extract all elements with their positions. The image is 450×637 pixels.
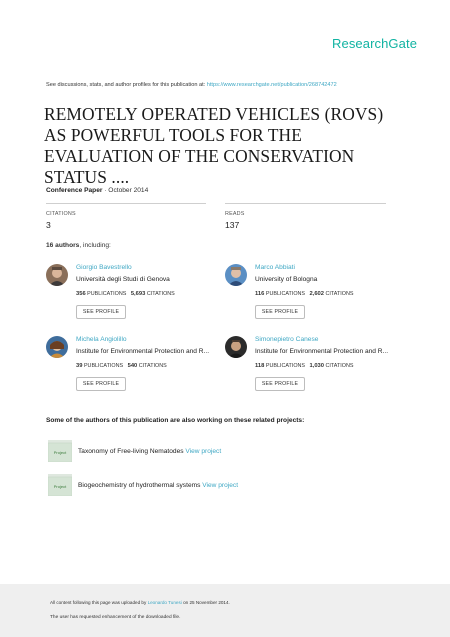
author-stats: 39 PUBLICATIONS 540 CITATIONS	[76, 363, 167, 369]
related-projects-heading: Some of the authors of this publication are also working on these related projects:	[46, 417, 305, 424]
author-card	[46, 264, 206, 324]
related-project	[48, 440, 348, 466]
publication-type: Conference Paper	[46, 187, 103, 194]
author-name[interactable]: Michela Angiolillo	[76, 336, 127, 343]
author-stats: 116 PUBLICATIONS 2,602 CITATIONS	[255, 291, 354, 297]
reads-value: 137	[225, 220, 240, 230]
project-folder-icon	[48, 440, 72, 462]
svg-text:Project: Project	[53, 484, 67, 489]
page-footer	[0, 584, 450, 637]
reads-divider	[225, 203, 386, 204]
project-title: Taxonomy of Free-living Nematodes	[78, 448, 184, 455]
upload-notice: All content following this page was uploaded by Leonardo Tunesi on 25 November 2014.	[50, 600, 230, 605]
uploader-link[interactable]: Leonardo Tunesi	[147, 600, 182, 605]
citations-label: CITATIONS	[46, 211, 76, 217]
related-project	[48, 474, 348, 500]
citations-value: 3	[46, 220, 51, 230]
authors-suffix: , including:	[79, 242, 111, 249]
author-institution: Università degli Studi di Genova	[76, 276, 170, 283]
see-profile-button[interactable]: SEE PROFILE	[76, 305, 126, 319]
publication-url-link[interactable]: https://www.researchgate.net/publication/268742472	[206, 82, 337, 88]
citations-divider	[46, 203, 206, 204]
view-project-link[interactable]: View project	[185, 448, 222, 455]
author-institution: University of Bologna	[255, 276, 318, 283]
author-institution: Institute for Environmental Protection and R...	[76, 348, 210, 355]
author-name[interactable]: Giorgio Bavestrello	[76, 264, 132, 271]
see-profile-button[interactable]: SEE PROFILE	[255, 305, 305, 319]
project-text	[78, 482, 238, 489]
author-name[interactable]: Simonepietro Canese	[255, 336, 319, 343]
view-project-link[interactable]: View project	[202, 482, 239, 489]
author-avatar[interactable]	[225, 336, 247, 358]
author-avatar[interactable]	[46, 264, 68, 286]
discussion-notice	[46, 82, 337, 88]
authors-heading	[46, 242, 111, 249]
project-title: Biogeochemistry of hydrothermal systems	[78, 482, 201, 489]
author-avatar[interactable]	[225, 264, 247, 286]
researchgate-logo[interactable]: ResearchGate	[332, 36, 418, 51]
author-card	[225, 336, 389, 396]
author-stats: 356 PUBLICATIONS 5,693 CITATIONS	[76, 291, 175, 297]
reads-label: READS	[225, 211, 245, 217]
enhancement-notice: The user has requested enhancement of the downloaded file.	[50, 615, 181, 620]
project-text	[78, 448, 221, 455]
svg-text:Project: Project	[53, 450, 67, 455]
project-folder-icon	[48, 474, 72, 496]
author-institution: Institute for Environmental Protection and R...	[255, 348, 389, 355]
author-name[interactable]: Marco Abbiati	[255, 264, 295, 271]
publication-date: · October 2014	[104, 187, 149, 194]
see-profile-button[interactable]: SEE PROFILE	[76, 377, 126, 391]
discussion-prefix: See discussions, stats, and author profiles for this publication at:	[46, 82, 206, 88]
publication-meta	[46, 187, 148, 194]
authors-count: 16 authors	[46, 242, 80, 249]
author-card	[225, 264, 385, 324]
author-stats: 118 PUBLICATIONS 1,030 CITATIONS	[255, 363, 354, 369]
see-profile-button[interactable]: SEE PROFILE	[255, 377, 305, 391]
publication-title: REMOTELY OPERATED VEHICLES (ROVS) AS POWERFUL TOOLS FOR THE EVALUATION OF THE CONSERVATION STATUS ....	[44, 104, 384, 187]
author-avatar[interactable]	[46, 336, 68, 358]
author-card	[46, 336, 210, 396]
